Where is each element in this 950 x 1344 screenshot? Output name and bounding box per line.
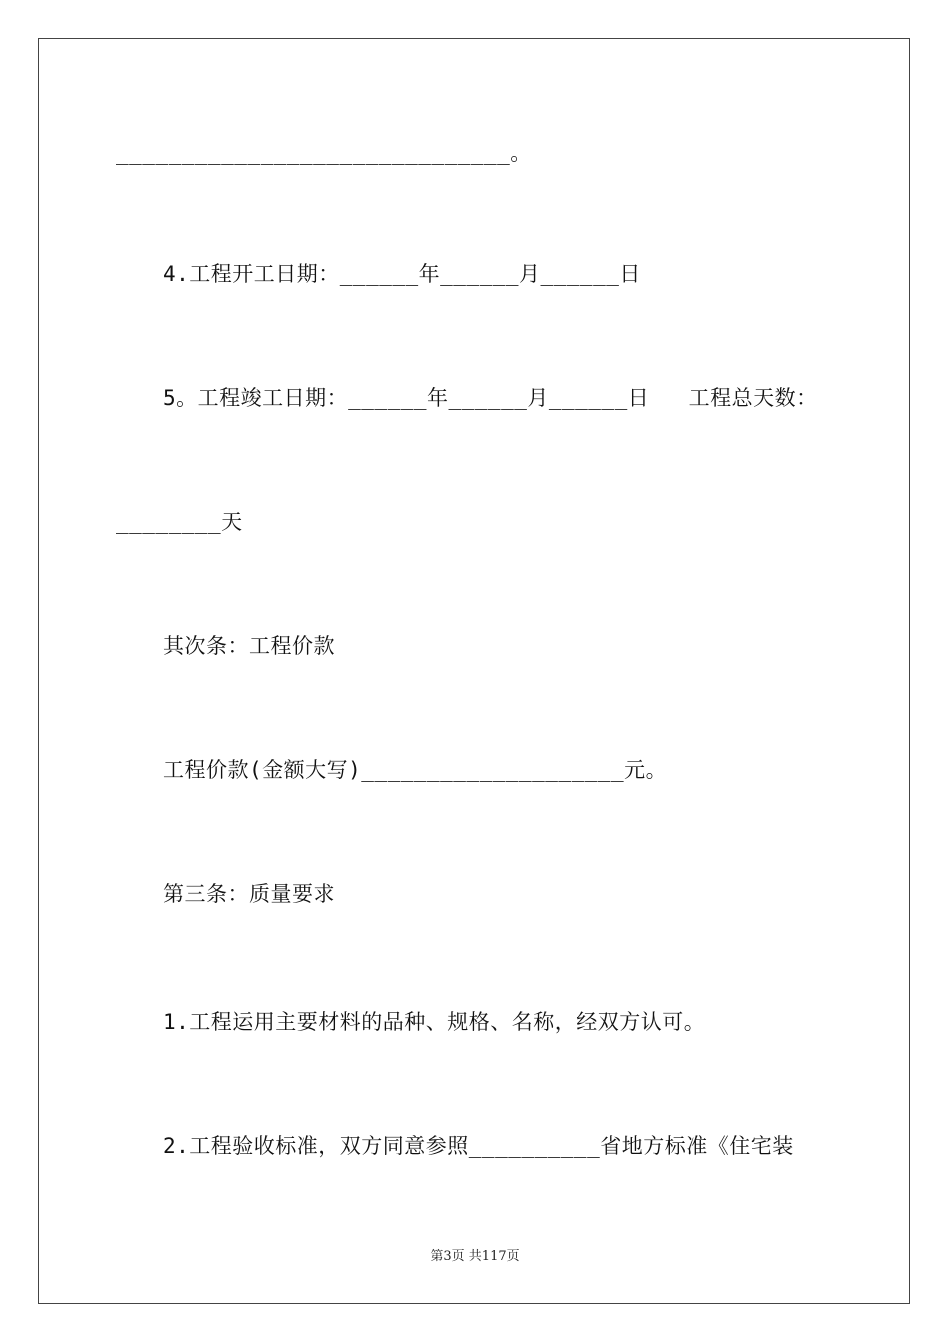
section-heading-price: 其次条：工程价款 xyxy=(163,634,335,658)
page-border xyxy=(38,38,910,1304)
text-line-total-days: ________天 xyxy=(116,510,243,534)
page-number-footer: 第3页 共117页 xyxy=(430,1249,520,1264)
text-line-blank-continuation: ______________________________。 xyxy=(116,141,532,165)
section-heading-quality: 第三条：质量要求 xyxy=(163,882,335,906)
text-line-materials: 1.工程运用主要材料的品种、规格、名称，经双方认可。 xyxy=(163,1010,706,1034)
text-line-acceptance-standard: 2.工程验收标准，双方同意参照__________省地方标准《住宅装 xyxy=(163,1134,794,1158)
text-line-completion-date: 5。工程竣工日期：______年______月______日 工程总天数： xyxy=(163,386,818,410)
text-line-start-date: 4.工程开工日期：______年______月______日 xyxy=(163,262,641,286)
text-line-price-amount: 工程价款(金额大写)____________________元。 xyxy=(163,758,668,782)
